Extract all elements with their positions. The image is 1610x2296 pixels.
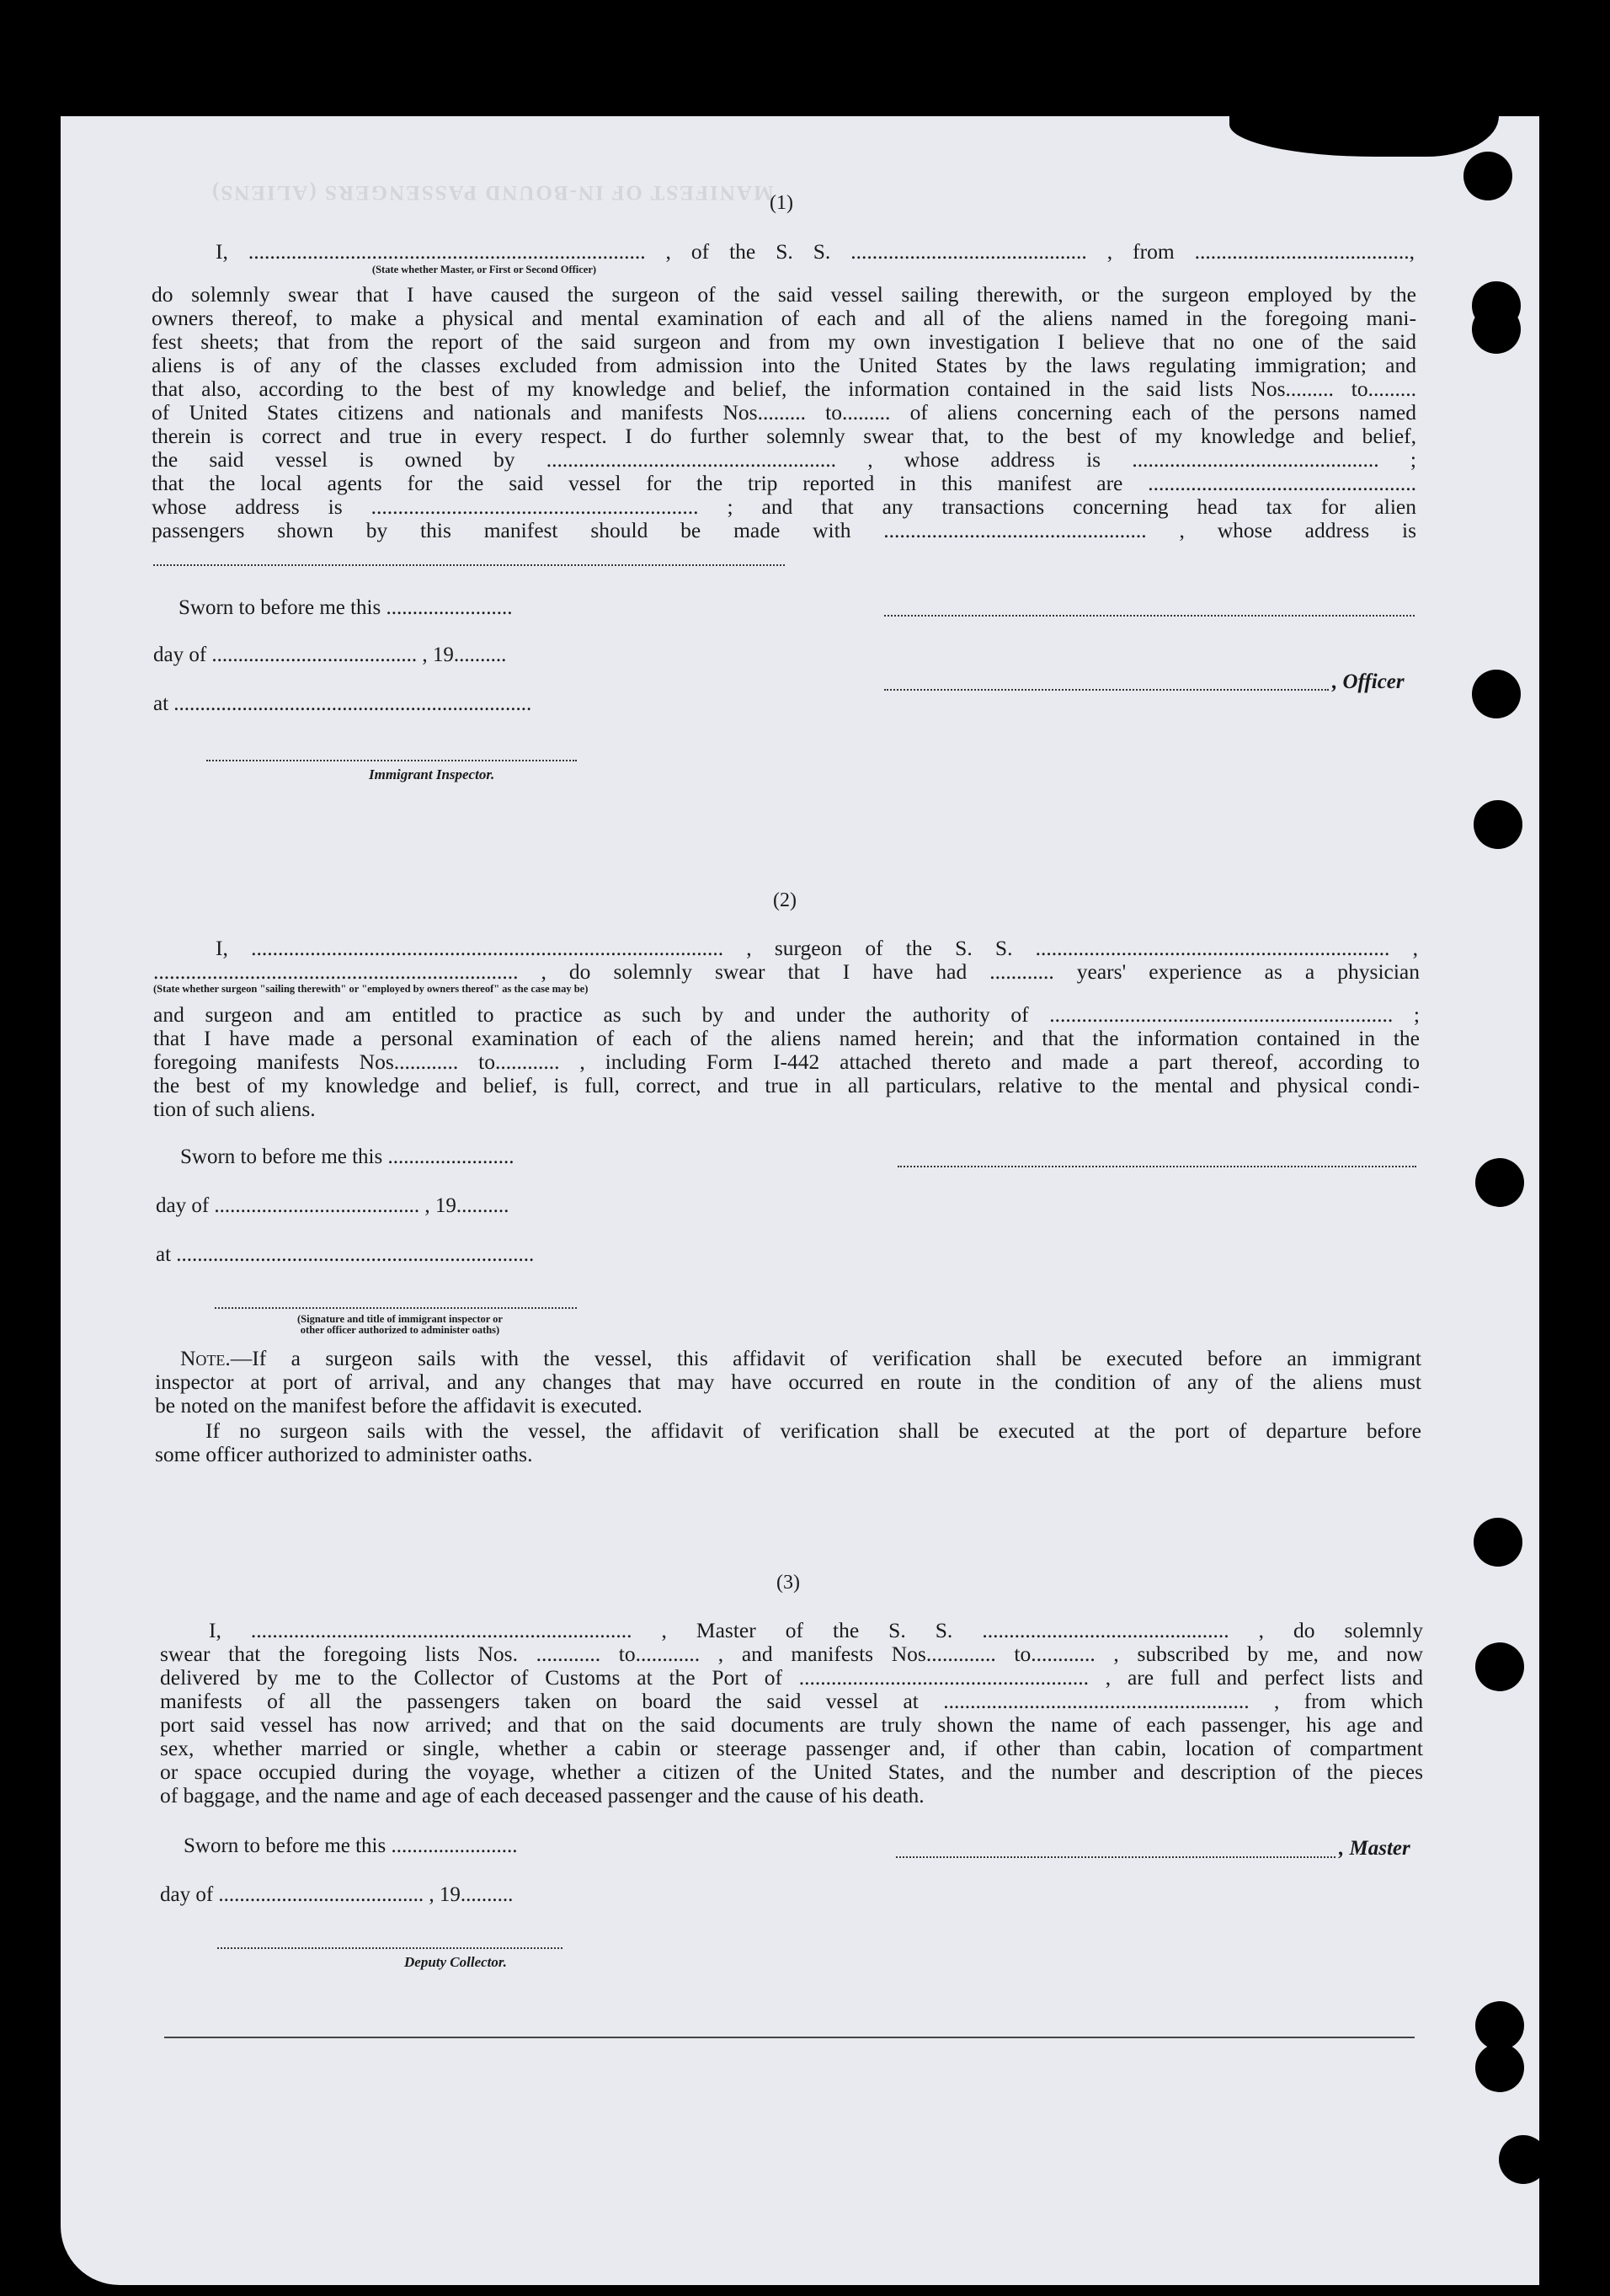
section3-line-8: of baggage, and the name and age of each deceased passenger and the cause of his death. <box>160 1783 925 1807</box>
section3-line-6: sex, whether married or single, whether a cabin or steerage passenger and, if other than cabin, location of compartment <box>160 1736 1423 1760</box>
collector-line <box>217 1947 562 1949</box>
section2-line-7: tion of such aliens. <box>153 1097 316 1121</box>
section1-line-1: I, .......................................................................... , of the S. S. ............................................ , from ........................................, <box>216 239 1415 264</box>
section-number-2: (2) <box>773 889 797 911</box>
section1-line-10: that the local agents for the said vessel for the trip reported in this manifest are .................................................. <box>152 471 1416 495</box>
section1-line-4: fest sheets; that from the report of the said surgeon and from my own investigation I believe that no one of the said <box>152 329 1416 354</box>
note-line-4: If no surgeon sails with the vessel, the affidavit of verification shall be executed at the port of departure before <box>205 1418 1421 1443</box>
sig-caption-line-1: (Signature and title of immigrant inspector or <box>297 1313 503 1325</box>
signature-line <box>898 1166 1416 1167</box>
note-label: Note. <box>180 1346 231 1370</box>
officer-label: , Officer <box>1332 670 1405 693</box>
section1-line-9: the said vessel is owned by ...................................................... , whose address is .............................................. ; <box>152 447 1416 472</box>
continuation-line <box>153 564 785 566</box>
section2-line-4: that I have made a personal examination of each of the aliens named herein; and that the information contained in the <box>153 1026 1420 1050</box>
master-line <box>896 1856 1335 1858</box>
caption-officer: (State whether Master, or First or Second Officer) <box>371 264 597 275</box>
section1-line-11: whose address is ............................................................. ; and that any transactions concerning head tax for alien <box>152 494 1416 519</box>
inspector-line <box>215 1307 577 1309</box>
note-line-1: Note.—If a surgeon sails with the vessel, this affidavit of verification shall be executed before an immigrant <box>180 1346 1421 1370</box>
officer-line <box>884 689 1329 691</box>
section3-line-4: manifests of all the passengers taken on board the said vessel at ......................................................... , from which <box>160 1689 1423 1713</box>
section-number-1: (1) <box>770 192 793 214</box>
section1-line-3: owners thereof, to make a physical and mental examination of each and all of the aliens named in the foregoing mani- <box>152 306 1416 330</box>
at-1: at .................................................................... <box>153 692 532 715</box>
sworn-before-3: Sworn to before me this ........................ <box>184 1834 518 1857</box>
section1-line-7: of United States citizens and nationals and manifests Nos......... to......... of aliens concerning each of the persons named <box>152 400 1416 424</box>
punch-hole <box>1475 1642 1524 1691</box>
punch-hole <box>1463 152 1512 200</box>
section3-line-1: I, ....................................................................... , Master of the S. S. .............................................. , do solemnly <box>209 1618 1423 1642</box>
section2-line-3: and surgeon and am entitled to practice as such by and under the authority of ................................................................ ; <box>153 1002 1420 1027</box>
section2-line-5: foregoing manifests Nos............ to............ , including Form I-442 attached thereto and made a part thereof, according to <box>153 1049 1420 1074</box>
section1-line-12: passengers shown by this manifest should be made with ................................................. , whose address is <box>152 518 1416 542</box>
section3-line-3: delivered by me to the Collector of Customs at the Port of ...................................................... , are full and perfect lists and <box>160 1665 1423 1690</box>
section1-line-6: that also, according to the best of my knowledge and belief, the information contained in the said lists Nos......... to......... <box>152 376 1416 401</box>
section2-line-1: I, ........................................................................................ , surgeon of the S. S. .................................................................. , <box>216 936 1418 960</box>
section2-line-6: the best of my knowledge and belief, is full, correct, and true in all particulars, relative to the mental and physical condi- <box>153 1073 1420 1097</box>
section1-line-2: do solemnly swear that I have caused the surgeon of the said vessel sailing therewith, or the surgeon employed by the <box>152 282 1416 307</box>
section3-line-5: port said vessel has now arrived; and that on the said documents are truly shown the name of each passenger, his age and <box>160 1712 1423 1737</box>
punch-hole <box>1472 670 1521 718</box>
day-of-3: day of ....................................... , 19.......... <box>160 1883 514 1906</box>
collector-label: Deputy Collector. <box>404 1954 507 1970</box>
inspector-label: Immigrant Inspector. <box>369 766 495 782</box>
note-line-2: inspector at port of arrival, and any changes that may have occurred en route in the condition of any of the aliens must <box>155 1370 1421 1394</box>
section-number-3: (3) <box>776 1572 800 1594</box>
punch-hole <box>1499 2135 1548 2184</box>
bottom-rule <box>164 2037 1415 2038</box>
caption-surgeon: (State whether surgeon "sailing therewith" or "employed by owners thereof" as the case may be) <box>153 983 589 995</box>
at-2: at .................................................................... <box>156 1243 535 1266</box>
punch-hole <box>1475 2043 1524 2092</box>
sworn-before-1: Sworn to before me this ........................ <box>179 596 513 619</box>
section3-line-7: or space occupied during the voyage, whether a citizen of the United States, and the number and description of the pieces <box>160 1759 1423 1784</box>
master-label: , Master <box>1339 1837 1410 1860</box>
section1-line-5: aliens is of any of the classes excluded from admission into the United States by the laws regulating immigration; and <box>152 353 1416 377</box>
punch-hole <box>1474 1518 1522 1567</box>
section2-line-2: .................................................................... , do solemnly swear that I have had ............ years' experience as a physician <box>153 959 1420 984</box>
day-of-1: day of ....................................... , 19.......... <box>153 643 507 666</box>
sig-caption-line-2: other officer authorized to administer oaths) <box>300 1324 500 1336</box>
show-through-text: MANIFEST OF IN-BOUND PASSENGERS (ALIENS) <box>211 181 774 204</box>
inspector-line <box>206 760 577 761</box>
punch-hole <box>1474 800 1522 849</box>
section1-line-8: therein is correct and true in every respect. I do further solemnly swear that, to the best of my knowledge and belief, <box>152 424 1416 448</box>
punch-hole <box>1472 305 1521 354</box>
sworn-before-2: Sworn to before me this ........................ <box>180 1145 514 1168</box>
signature-line <box>884 615 1415 617</box>
note-line-3: be noted on the manifest before the affidavit is executed. <box>155 1393 642 1418</box>
day-of-2: day of ....................................... , 19.......... <box>156 1194 509 1217</box>
punch-hole <box>1475 1158 1524 1207</box>
section3-line-2: swear that the foregoing lists Nos. ............ to............ , and manifests Nos............. to............ , subscribed by me, and now <box>160 1642 1423 1666</box>
note-line-5: some officer authorized to administer oaths. <box>155 1442 533 1466</box>
